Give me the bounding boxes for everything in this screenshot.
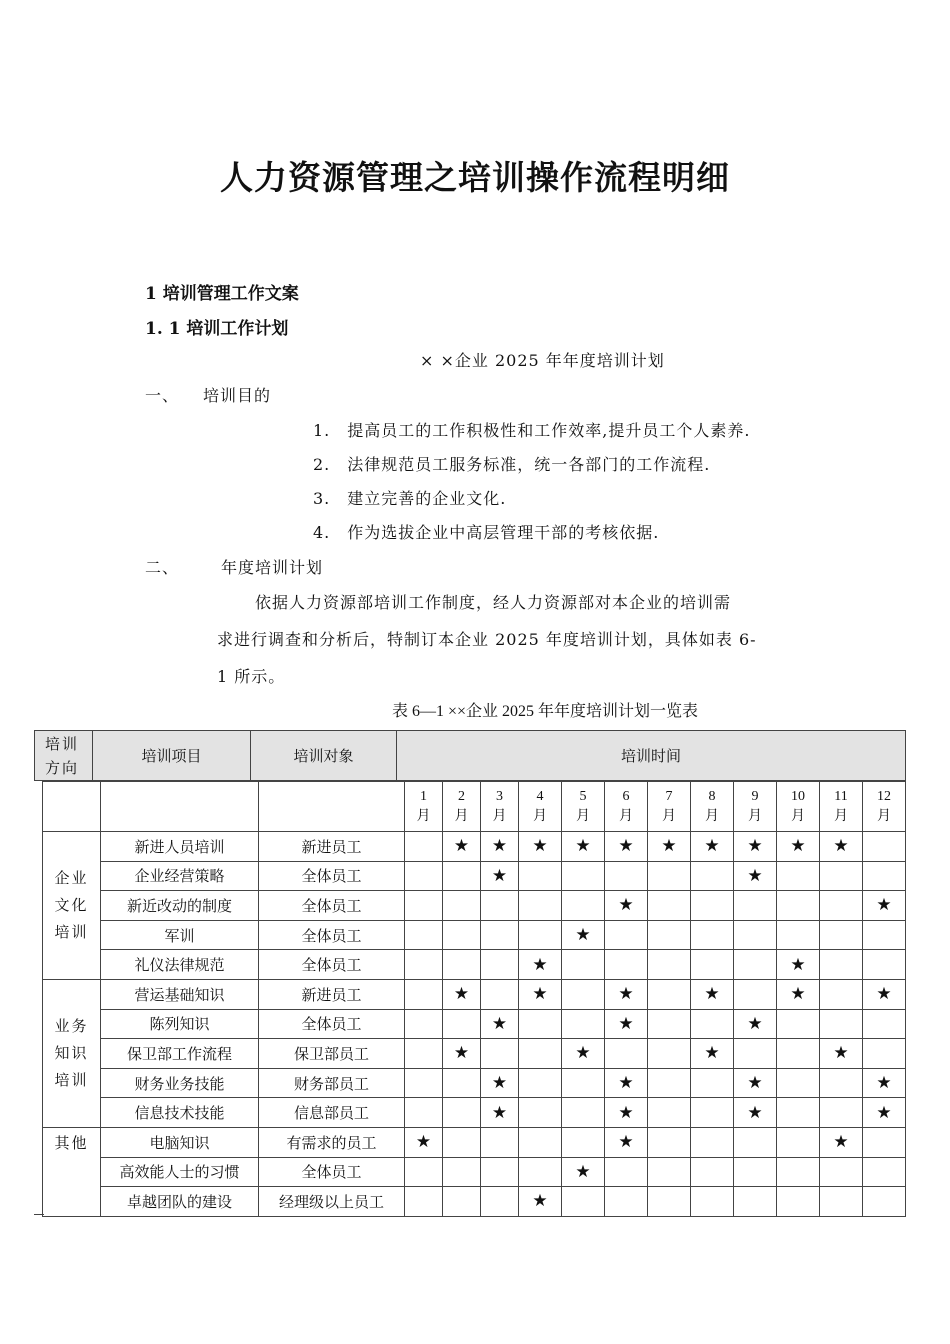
star-mark: ★ (405, 1127, 443, 1157)
part1-label: 培训目的 (203, 386, 272, 405)
month-cell (519, 891, 562, 921)
table-caption: 表 6—1 ××企业 2025 年年度培训计划一览表 (391, 703, 699, 720)
month-cell (405, 832, 443, 862)
table-row (43, 1009, 906, 1039)
month-cell (691, 1098, 734, 1128)
month-header-text: 10 (791, 788, 805, 804)
month-cell (605, 1039, 648, 1069)
header-target: 培训对象 (251, 731, 397, 781)
month-header (562, 782, 605, 832)
month-cell (443, 891, 481, 921)
month-cell (691, 950, 734, 980)
month-header-text: 月 (576, 808, 590, 824)
month-header (734, 782, 777, 832)
header-time: 培训时间 (397, 731, 906, 781)
month-cell (734, 1127, 777, 1157)
plan-title: × ×企业 2025 年年度培训计划 (420, 351, 665, 370)
item-cell: 高效能人士的习惯 (101, 1157, 259, 1187)
star-mark: ★ (734, 861, 777, 891)
month-cell (777, 891, 820, 921)
month-cell (734, 1187, 777, 1217)
star-mark: ★ (562, 920, 605, 950)
month-header (691, 782, 734, 832)
month-cell (648, 1187, 691, 1217)
month-cell (648, 1127, 691, 1157)
month-cell (405, 1009, 443, 1039)
blank-cell (259, 782, 405, 832)
month-cell (562, 1009, 605, 1039)
month-cell (443, 1187, 481, 1217)
month-cell (863, 1157, 906, 1187)
direction-text: 业务 (54, 1016, 89, 1035)
month-cell (443, 1127, 481, 1157)
month-cell (405, 979, 443, 1009)
month-cell (605, 1187, 648, 1217)
star-mark: ★ (481, 1098, 519, 1128)
month-header-text: 1 (420, 788, 427, 804)
table-bottom-stub (34, 1214, 44, 1215)
month-cell (777, 1187, 820, 1217)
table-row (43, 979, 906, 1009)
blank-cell (43, 782, 101, 832)
month-header (405, 782, 443, 832)
header-direction (35, 731, 93, 781)
month-cell (405, 1039, 443, 1069)
star-mark: ★ (443, 979, 481, 1009)
target-cell: 全体员工 (259, 1009, 405, 1039)
direction-text: 文化 (54, 895, 89, 914)
star-mark: ★ (481, 1068, 519, 1098)
month-cell (820, 979, 863, 1009)
table-row (43, 1157, 906, 1187)
table-row (43, 861, 906, 891)
month-cell (777, 861, 820, 891)
header-item: 培训项目 (93, 731, 251, 781)
month-header (820, 782, 863, 832)
table-row (43, 1039, 906, 1069)
month-cell (691, 1187, 734, 1217)
month-header (519, 782, 562, 832)
month-cell (691, 1068, 734, 1098)
month-cell (562, 1098, 605, 1128)
month-cell (405, 861, 443, 891)
month-cell (481, 1127, 519, 1157)
month-cell (519, 920, 562, 950)
star-mark: ★ (777, 950, 820, 980)
month-cell (820, 1187, 863, 1217)
item-cell: 新近改动的制度 (101, 891, 259, 921)
direction-text: 企业 (54, 868, 89, 887)
target-cell: 全体员工 (259, 891, 405, 921)
star-mark: ★ (734, 832, 777, 862)
direction-cell (43, 979, 101, 1127)
month-header-text: 4 (536, 788, 544, 804)
month-cell (648, 1157, 691, 1187)
table-row (43, 920, 906, 950)
month-cell (863, 1187, 906, 1217)
month-cell (734, 979, 777, 1009)
target-cell: 全体员工 (259, 1157, 405, 1187)
star-mark: ★ (863, 1098, 906, 1128)
month-header-text: 月 (834, 808, 848, 824)
month-cell (443, 1068, 481, 1098)
month-cell (481, 1039, 519, 1069)
target-cell: 全体员工 (259, 950, 405, 980)
table-row (43, 950, 906, 980)
direction-text: 知识 (54, 1043, 89, 1062)
month-cell (605, 950, 648, 980)
star-mark: ★ (605, 832, 648, 862)
month-cell (648, 1068, 691, 1098)
month-cell (863, 1009, 906, 1039)
month-cell (562, 979, 605, 1009)
item-cell: 营运基础知识 (101, 979, 259, 1009)
month-cell (562, 1127, 605, 1157)
month-cell (481, 920, 519, 950)
star-mark: ★ (481, 1009, 519, 1039)
item-cell: 电脑知识 (101, 1127, 259, 1157)
month-cell (734, 1039, 777, 1069)
item-cell: 陈列知识 (101, 1009, 259, 1039)
star-mark: ★ (519, 1187, 562, 1217)
month-cell (605, 920, 648, 950)
star-mark: ★ (443, 1039, 481, 1069)
target-cell: 新进员工 (259, 832, 405, 862)
direction-text: 其他 (54, 1133, 89, 1152)
month-cell (481, 979, 519, 1009)
month-cell (519, 1009, 562, 1039)
month-cell (691, 1157, 734, 1187)
star-mark: ★ (734, 1068, 777, 1098)
star-mark: ★ (605, 1068, 648, 1098)
month-cell (405, 1068, 443, 1098)
month-cell (605, 1157, 648, 1187)
month-cell (863, 920, 906, 950)
target-cell: 全体员工 (259, 920, 405, 950)
star-mark: ★ (863, 1068, 906, 1098)
month-header-text: 2 (458, 788, 465, 804)
star-mark: ★ (562, 1157, 605, 1187)
item-cell: 卓越团队的建设 (101, 1187, 259, 1217)
month-cell (519, 861, 562, 891)
month-cell (734, 1157, 777, 1187)
month-header-text: 月 (877, 808, 891, 824)
month-cell (648, 920, 691, 950)
month-cell (519, 1098, 562, 1128)
month-header-text: 月 (619, 808, 633, 824)
month-cell (820, 950, 863, 980)
month-cell (820, 1068, 863, 1098)
month-header-text: 月 (454, 808, 469, 824)
month-header-text: 9 (751, 788, 759, 804)
section-heading-1-1: 1. 1 培训工作计划 (145, 319, 289, 339)
document-title: 人力资源管理之培训操作流程明细 (220, 158, 730, 197)
star-mark: ★ (605, 1009, 648, 1039)
purpose-item: 3. 建立完善的企业文化. (313, 489, 507, 508)
month-cell (481, 950, 519, 980)
month-cell (734, 950, 777, 980)
month-cell (648, 950, 691, 980)
month-cell (863, 832, 906, 862)
month-cell (443, 1157, 481, 1187)
star-mark: ★ (481, 861, 519, 891)
part2-number: 二、 (145, 558, 180, 577)
month-cell (405, 950, 443, 980)
month-cell (443, 1098, 481, 1128)
table-row (43, 1068, 906, 1098)
direction-text: 培训 (54, 922, 89, 941)
month-header-text: 7 (665, 788, 673, 804)
month-cell (691, 920, 734, 950)
month-cell (605, 861, 648, 891)
month-header (481, 782, 519, 832)
month-cell (443, 920, 481, 950)
month-header (777, 782, 820, 832)
month-cell (691, 891, 734, 921)
target-cell: 全体员工 (259, 861, 405, 891)
month-header-text: 11 (834, 788, 848, 804)
month-cell (648, 1098, 691, 1128)
month-cell (648, 861, 691, 891)
item-cell: 财务业务技能 (101, 1068, 259, 1098)
target-cell: 新进员工 (259, 979, 405, 1009)
table-row (43, 891, 906, 921)
month-header (443, 782, 481, 832)
month-cell (562, 861, 605, 891)
month-cell (443, 950, 481, 980)
star-mark: ★ (820, 1039, 863, 1069)
month-header-text: 月 (791, 808, 805, 824)
month-cell (562, 891, 605, 921)
month-cell (777, 1127, 820, 1157)
star-mark: ★ (691, 979, 734, 1009)
star-mark: ★ (648, 832, 691, 862)
star-mark: ★ (777, 979, 820, 1009)
month-cell (777, 1157, 820, 1187)
paragraph-line: 1 所示。 (217, 667, 286, 686)
month-cell (519, 1039, 562, 1069)
star-mark: ★ (562, 1039, 605, 1069)
month-header-text: 月 (416, 808, 431, 824)
section-heading-1: 1 培训管理工作文案 (145, 284, 299, 304)
star-mark: ★ (863, 891, 906, 921)
month-cell (820, 891, 863, 921)
paragraph-line: 依据人力资源部培训工作制度，经人力资源部对本企业的培训需 (255, 593, 732, 612)
purpose-item: 1. 提高员工的工作积极性和工作效率,提升员工个人素养. (313, 421, 751, 440)
target-cell: 财务部员工 (259, 1068, 405, 1098)
month-header (648, 782, 691, 832)
table-header (34, 730, 906, 781)
target-cell: 保卫部员工 (259, 1039, 405, 1069)
month-cell (820, 1098, 863, 1128)
star-mark: ★ (777, 832, 820, 862)
month-header-text: 月 (533, 808, 547, 824)
blank-cell (101, 782, 259, 832)
item-cell: 新进人员培训 (101, 832, 259, 862)
star-mark: ★ (519, 979, 562, 1009)
month-cell (481, 1157, 519, 1187)
table-row (43, 1127, 906, 1157)
month-cell (777, 920, 820, 950)
direction-cell (43, 832, 101, 980)
month-cell (405, 1098, 443, 1128)
month-cell (691, 1009, 734, 1039)
item-cell: 保卫部工作流程 (101, 1039, 259, 1069)
star-mark: ★ (691, 1039, 734, 1069)
month-header-text: 5 (579, 788, 587, 804)
month-cell (562, 1068, 605, 1098)
star-mark: ★ (562, 832, 605, 862)
month-cell (648, 979, 691, 1009)
training-plan-table (42, 781, 906, 1217)
star-mark: ★ (605, 979, 648, 1009)
star-mark: ★ (691, 832, 734, 862)
month-cell (405, 1187, 443, 1217)
month-cell (519, 1127, 562, 1157)
month-header-text: 3 (496, 788, 503, 804)
month-cell (519, 1157, 562, 1187)
month-header-row (43, 782, 906, 832)
month-cell (863, 950, 906, 980)
table-row (43, 832, 906, 862)
table-row (43, 1187, 906, 1217)
month-header-text: 12 (877, 788, 891, 804)
star-mark: ★ (443, 832, 481, 862)
item-cell: 军训 (101, 920, 259, 950)
month-cell (777, 1068, 820, 1098)
month-cell (519, 1068, 562, 1098)
month-cell (820, 1157, 863, 1187)
month-cell (481, 891, 519, 921)
star-mark: ★ (519, 950, 562, 980)
target-cell: 信息部员工 (259, 1098, 405, 1128)
star-mark: ★ (734, 1098, 777, 1128)
month-cell (481, 1187, 519, 1217)
part1-number: 一、 (145, 386, 180, 405)
star-mark: ★ (605, 1127, 648, 1157)
star-mark: ★ (481, 832, 519, 862)
month-cell (863, 1127, 906, 1157)
month-header-text: 8 (708, 788, 716, 804)
direction-text: 培训 (54, 1070, 89, 1089)
month-cell (562, 1187, 605, 1217)
month-header-text: 6 (622, 788, 630, 804)
star-mark: ★ (734, 1009, 777, 1039)
month-cell (863, 1039, 906, 1069)
month-cell (562, 950, 605, 980)
month-cell (648, 1039, 691, 1069)
month-header-text: 月 (662, 808, 676, 824)
month-cell (820, 1009, 863, 1039)
month-cell (691, 1127, 734, 1157)
star-mark: ★ (820, 832, 863, 862)
target-cell: 经理级以上员工 (259, 1187, 405, 1217)
month-cell (648, 891, 691, 921)
month-header (605, 782, 648, 832)
item-cell: 礼仪法律规范 (101, 950, 259, 980)
purpose-item: 4. 作为选拔企业中高层管理干部的考核依据. (313, 523, 660, 542)
month-cell (405, 920, 443, 950)
month-cell (777, 1039, 820, 1069)
star-mark: ★ (519, 832, 562, 862)
star-mark: ★ (820, 1127, 863, 1157)
star-mark: ★ (605, 891, 648, 921)
item-cell: 信息技术技能 (101, 1098, 259, 1128)
month-cell (443, 861, 481, 891)
month-header-text: 月 (748, 808, 762, 824)
part2-label: 年度培训计划 (221, 558, 324, 577)
direction-cell (43, 1127, 101, 1216)
paragraph-line: 求进行调查和分析后，特制订本企业 2025 年度培训计划，具体如表 6- (217, 630, 757, 649)
month-cell (863, 861, 906, 891)
month-cell (443, 1009, 481, 1039)
star-mark: ★ (863, 979, 906, 1009)
month-cell (734, 920, 777, 950)
purpose-item: 2. 法律规范员工服务标准，统一各部门的工作流程. (313, 455, 711, 474)
month-cell (820, 920, 863, 950)
month-cell (405, 1157, 443, 1187)
month-header (863, 782, 906, 832)
month-cell (405, 891, 443, 921)
header-direction-line: 方向 (45, 758, 80, 777)
month-header-text: 月 (705, 808, 719, 824)
target-cell: 有需求的员工 (259, 1127, 405, 1157)
header-direction-line: 培训 (45, 734, 80, 753)
month-header-text: 月 (492, 808, 507, 824)
month-cell (777, 1098, 820, 1128)
table-row (43, 1098, 906, 1128)
month-cell (648, 1009, 691, 1039)
month-cell (777, 1009, 820, 1039)
month-cell (820, 861, 863, 891)
star-mark: ★ (605, 1098, 648, 1128)
month-cell (691, 861, 734, 891)
month-cell (734, 891, 777, 921)
item-cell: 企业经营策略 (101, 861, 259, 891)
